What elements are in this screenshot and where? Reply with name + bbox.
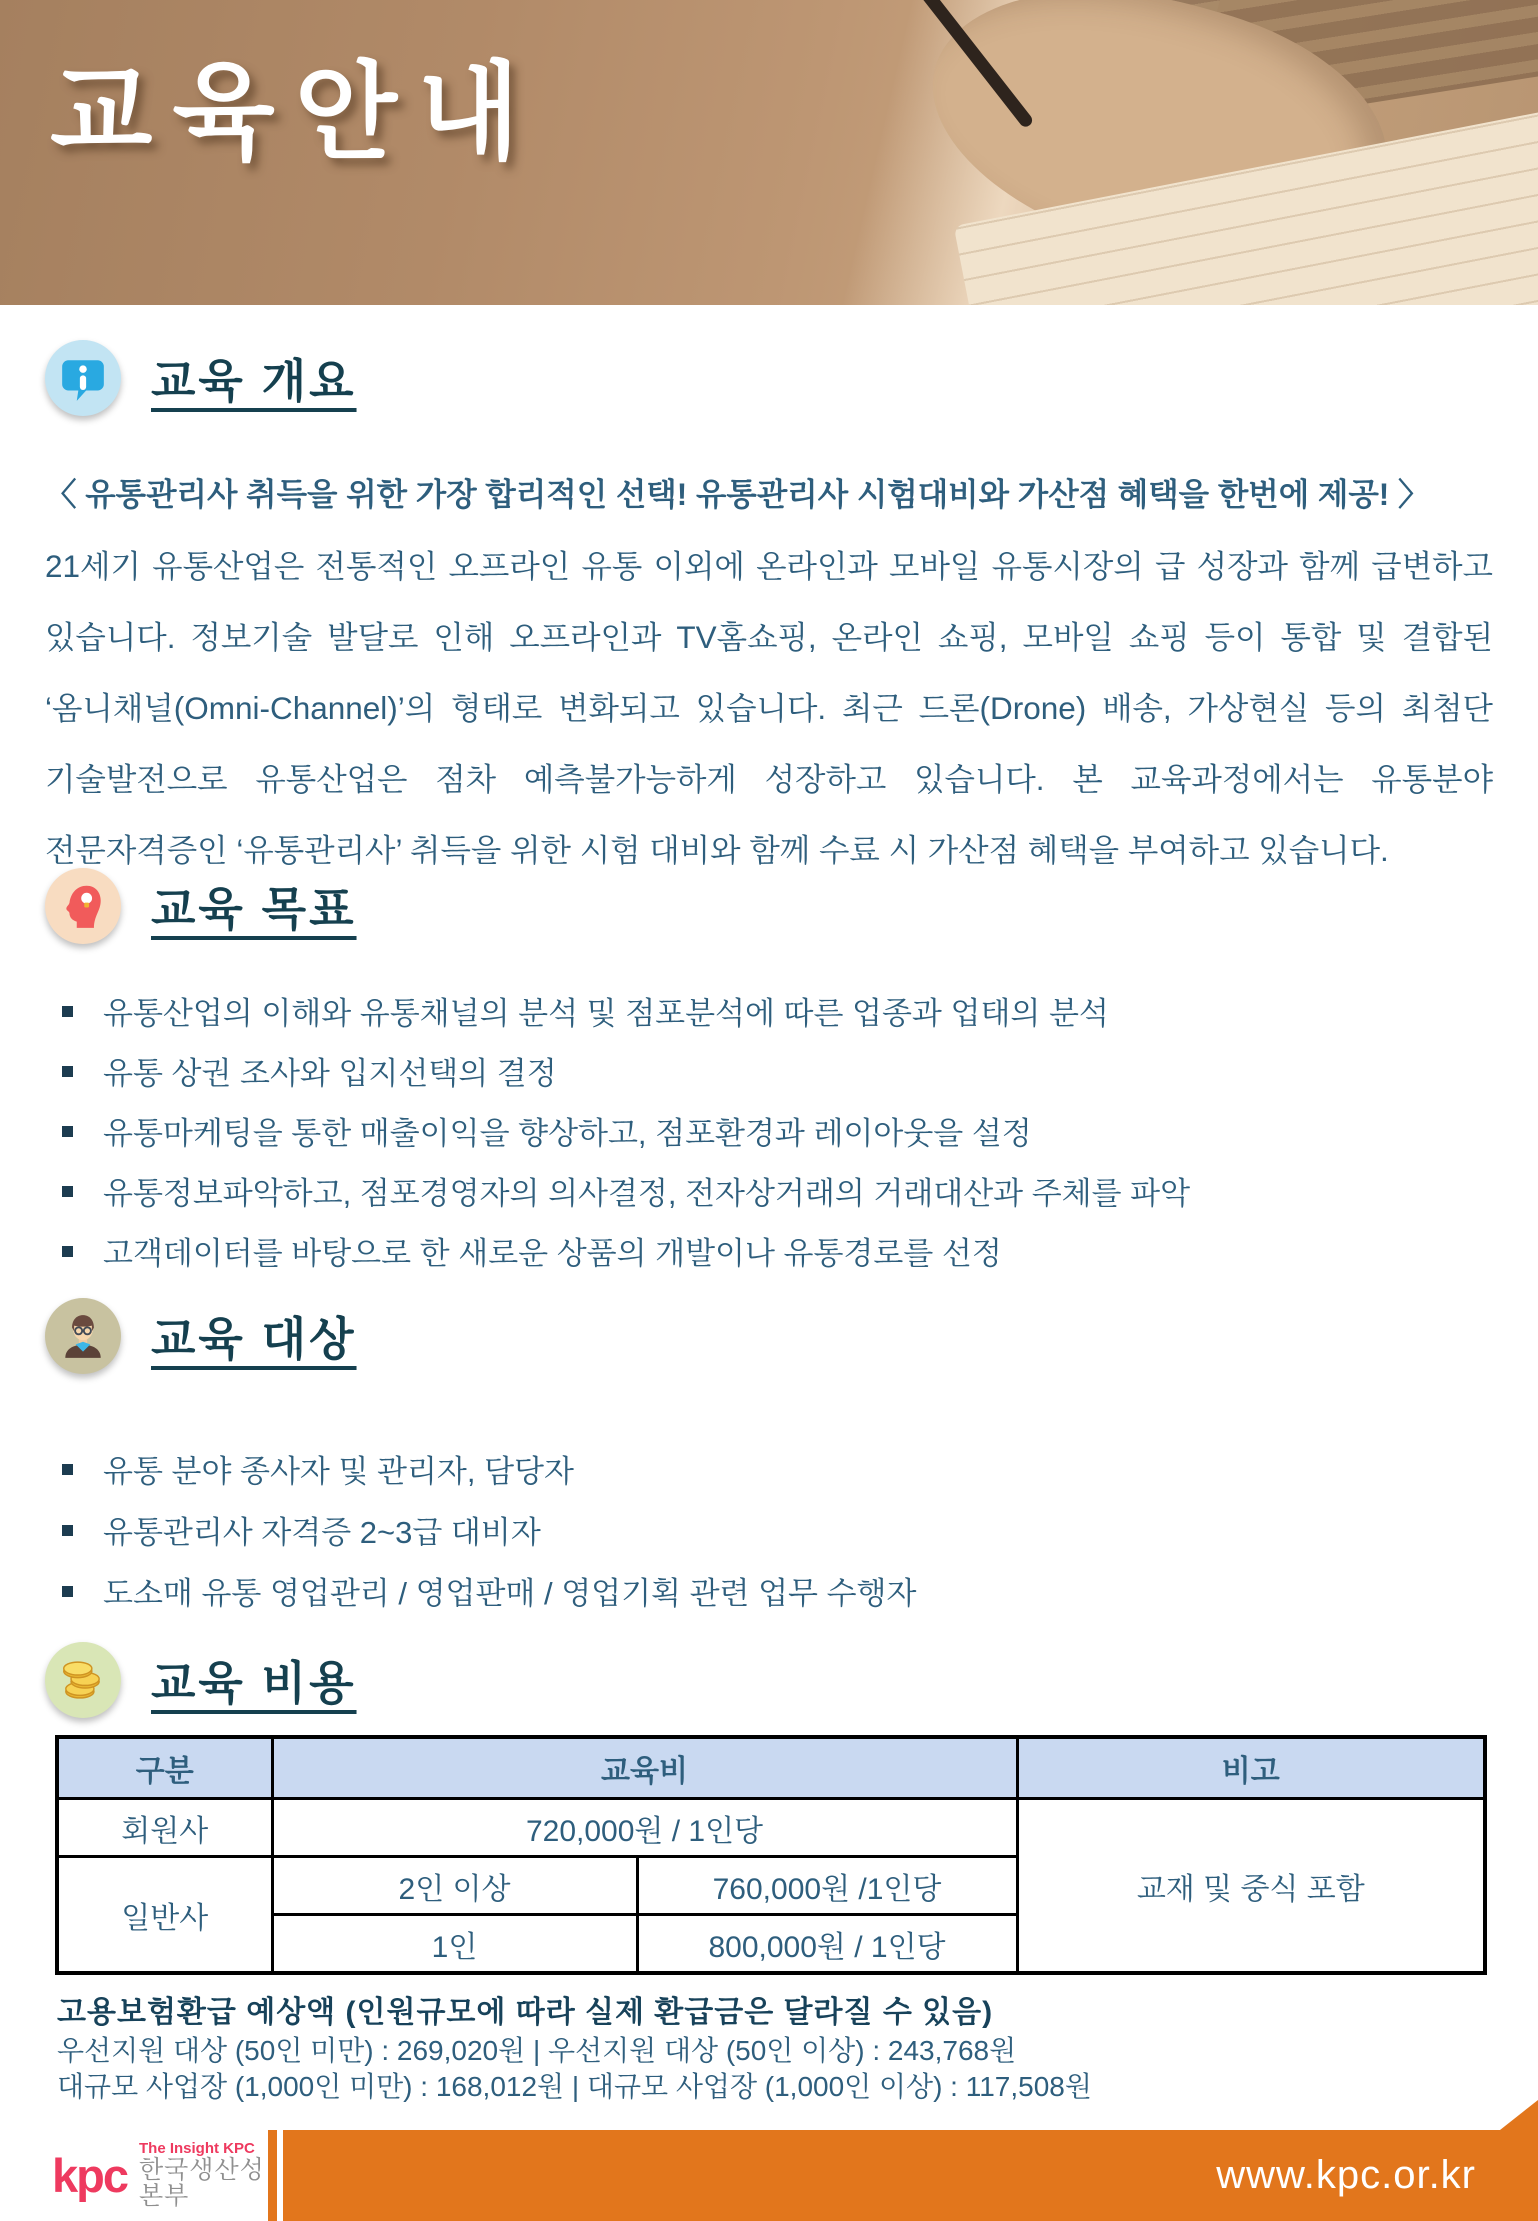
refund-line-large: 대규모 사업장 (1,000인 미만) : 168,012원 | 대규모 사업장 (1,000인 이상) : 117,508원 — [57, 2071, 1092, 2102]
kpc-logo — [0, 2130, 268, 2221]
goals-list — [62, 980, 1493, 1280]
bullet-square-icon — [62, 1464, 73, 1475]
list-item — [62, 1438, 1493, 1499]
cell-general-fee-2plus: 760,000원 /1인당 — [637, 1857, 1017, 1915]
cell-general-cond-1: 1인 — [272, 1915, 637, 1974]
audience-item-text: 유통 분야 종사자 및 관리자, 담당자 — [103, 1454, 574, 1489]
kpc-logo-mark: kpc — [52, 2149, 127, 2202]
bullet-square-icon — [62, 1066, 73, 1077]
kpc-org-name: 한국생산성본부 — [139, 2156, 265, 2211]
bullet-square-icon — [62, 1586, 73, 1597]
goal-item-text: 유통마케팅을 통한 매출이익을 향상하고, 점포환경과 레이아웃을 설정 — [103, 1115, 1032, 1151]
refund-title: 고용보험환급 예상액 (인원규모에 따라 실제 환급금은 달라질 수 있음) — [57, 1996, 994, 2029]
cell-general-cond-2plus: 2인 이상 — [272, 1857, 637, 1915]
goal-item-text: 고객데이터를 바탕으로 한 새로운 상품의 개발이나 유통경로를 선정 — [103, 1235, 1002, 1271]
refund-notes — [57, 1993, 1493, 2105]
bullet-square-icon — [62, 1246, 73, 1257]
audience-list — [62, 1438, 1493, 1621]
list-item — [62, 1220, 1493, 1280]
cell-general-label: 일반사 — [57, 1857, 272, 1974]
bullet-square-icon — [62, 1186, 73, 1197]
col-header-category: 구분 — [57, 1737, 272, 1799]
info-icon — [45, 340, 121, 416]
section-header-cost — [45, 1642, 357, 1718]
col-header-fee: 교육비 — [272, 1737, 1017, 1799]
list-item — [62, 1040, 1493, 1100]
section-title-goals: 교육 목표 — [151, 883, 357, 935]
list-item — [62, 980, 1493, 1040]
page-title: 교육안내 — [50, 54, 540, 172]
section-title-cost: 교육 비용 — [151, 1657, 357, 1709]
cell-general-fee-1: 800,000원 / 1인당 — [637, 1915, 1017, 1974]
audience-item-text: 도소매 유통 영업관리 / 영업판매 / 영업기획 관련 업무 수행자 — [103, 1576, 917, 1611]
bullet-square-icon — [62, 1126, 73, 1137]
table-row — [57, 1799, 1485, 1857]
refund-line-priority: 우선지원 대상 (50인 미만) : 269,020원 | 우선지원 대상 (50인 이상) : 243,768원 — [57, 2035, 1017, 2066]
list-item — [62, 1100, 1493, 1160]
footer — [0, 2130, 1538, 2221]
cell-note: 교재 및 중식 포함 — [1017, 1799, 1485, 1974]
banner — [0, 0, 1538, 305]
bullet-square-icon — [62, 1525, 73, 1536]
list-item — [62, 1560, 1493, 1621]
goal-item-text: 유통 상권 조사와 입지선택의 결정 — [103, 1055, 557, 1091]
kpc-logo-text — [139, 2141, 268, 2209]
section-header-overview — [45, 340, 357, 416]
section-header-goals — [45, 868, 357, 944]
section-title-overview: 교육 개요 — [151, 355, 357, 407]
kpc-tagline: The Insight KPC — [139, 2140, 255, 2158]
table-header-row — [57, 1737, 1485, 1799]
goal-item-text: 유통정보파악하고, 점포경영자의 의사결정, 전자상거래의 거래대산과 주체를 파악 — [103, 1175, 1191, 1211]
footer-band — [283, 2130, 1538, 2221]
section-header-audience — [45, 1298, 357, 1374]
bullet-square-icon — [62, 1006, 73, 1017]
col-header-note: 비고 — [1017, 1737, 1485, 1799]
list-item — [62, 1499, 1493, 1560]
footer-diagonal-notch — [1500, 2100, 1538, 2130]
website-url: www.kpc.or.kr — [1216, 2153, 1476, 2197]
cell-member-label: 회원사 — [57, 1799, 272, 1857]
cost-table — [55, 1735, 1487, 1975]
footer-accent-stripe — [268, 2130, 277, 2221]
cell-member-fee: 720,000원 / 1인당 — [272, 1799, 1017, 1857]
audience-item-text: 유통관리사 자격증 2~3급 대비자 — [103, 1515, 541, 1550]
head-idea-icon — [45, 868, 121, 944]
goal-item-text: 유통산업의 이해와 유통채널의 분석 및 점포분석에 따른 업종과 업태의 분석 — [103, 995, 1109, 1031]
coins-icon — [45, 1642, 121, 1718]
list-item — [62, 1160, 1493, 1220]
section-title-audience: 교육 대상 — [151, 1313, 357, 1365]
overview-headline: 〈 유통관리사 취득을 위한 가장 합리적인 선택! 유통관리사 시험대비와 가산점 혜택을 한번에 제공! 〉 — [45, 476, 1430, 512]
person-icon — [45, 1298, 121, 1374]
overview-body: 21세기 유통산업은 전통적인 오프라인 유통 이외에 온라인과 모바일 유통시장의 급 성장과 함께 급변하고 있습니다. 정보기술 발달로 인해 오프라인과 TV홈쇼핑, 온라인 쇼핑, 모바일 쇼핑 등이 통합 및 결합된 ‘옴니채널(Omni-Channel)’의 형태로 변화되고 있습니다. 최근 드론(Drone) 배송, 가상현실 등의 최첨단 기술발전으로 유통산업은 점차 예측불가능하게 성장하고 있습니다. 본 교육과정에서는 유통분야 전문자격증인 ‘유통관리사’ 취득을 위한 시험 대비와 함께 수료 시 가산점 혜택을 부여하고 있습니다. — [45, 548, 1493, 868]
